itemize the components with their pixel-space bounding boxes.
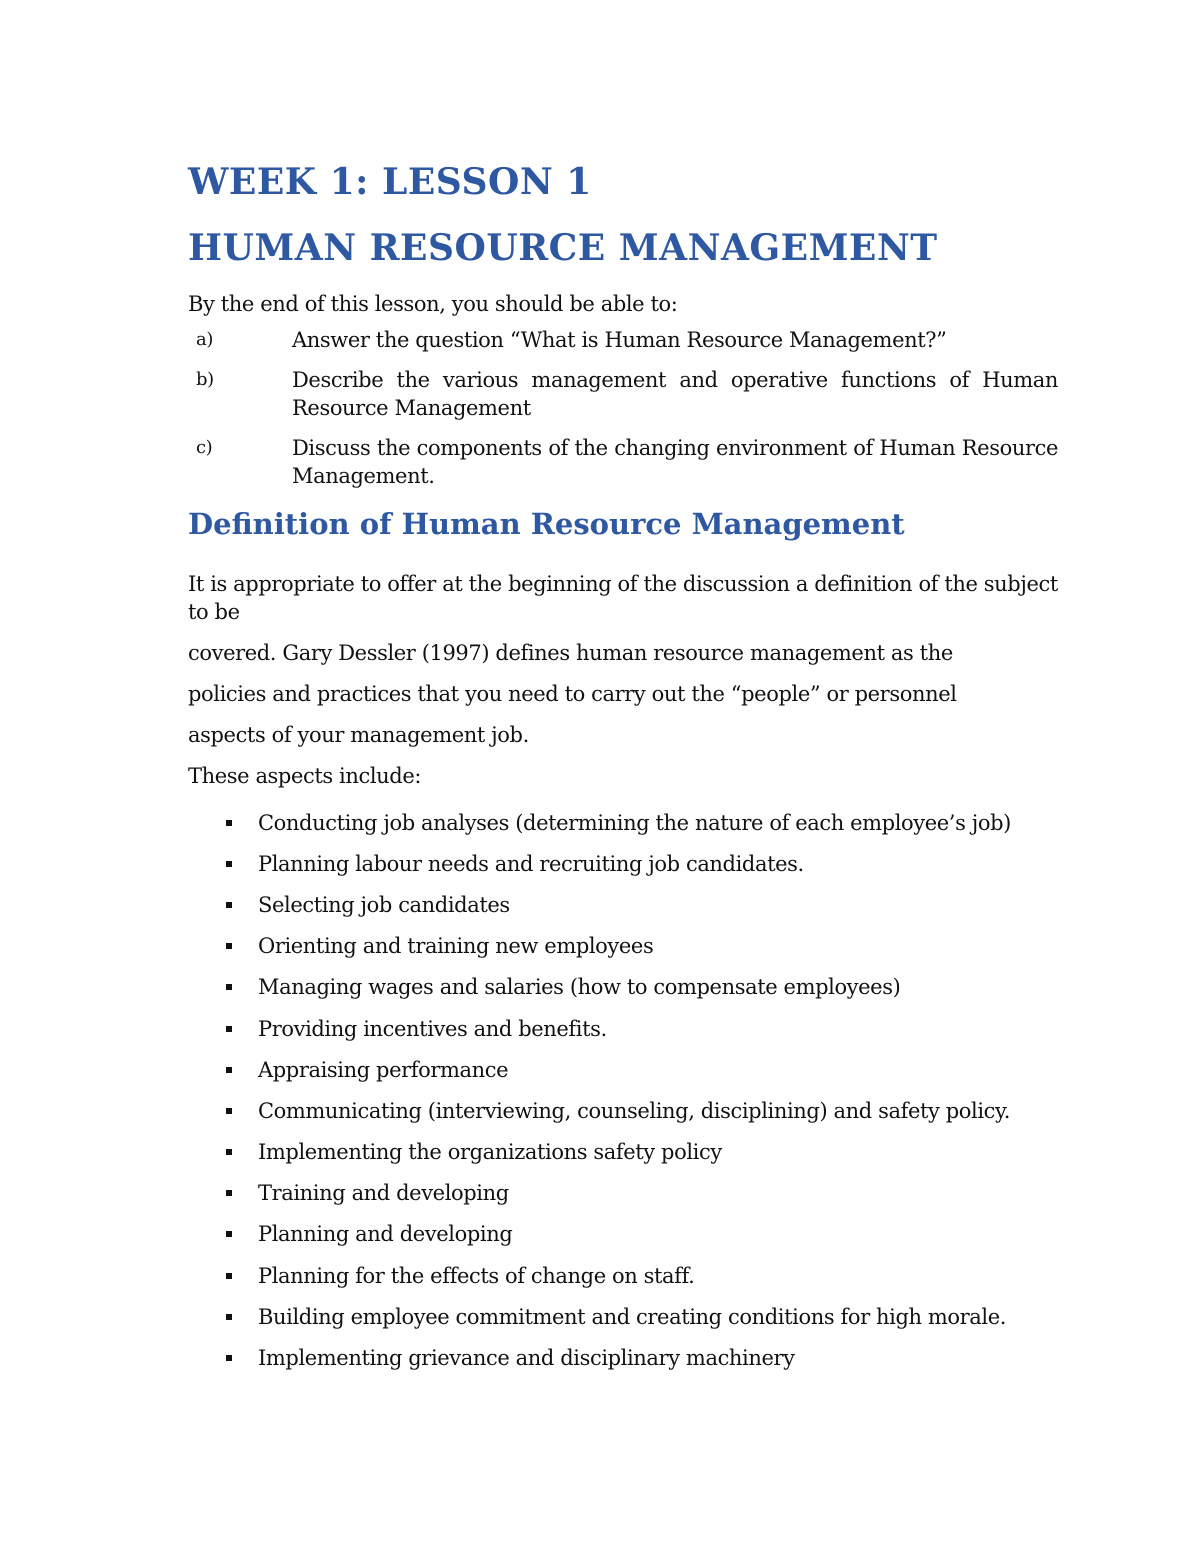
aspect-text: Planning and developing <box>258 1222 513 1247</box>
objectives-list <box>188 326 1058 490</box>
aspect-text: Planning for the effects of change on staff. <box>258 1263 695 1288</box>
square-bullet-icon <box>188 1303 258 1331</box>
square-bullet-icon <box>188 850 258 878</box>
objective-letter: a) <box>196 329 213 350</box>
aspect-item <box>188 1296 1058 1337</box>
aspect-text: Implementing grievance and disciplinary machinery <box>258 1346 795 1371</box>
aspect-text: Communicating (interviewing, counseling, disciplining) and safety policy. <box>258 1098 1010 1123</box>
aspect-item <box>188 884 1058 925</box>
aspect-item <box>188 843 1058 884</box>
square-bullet-icon <box>188 1220 258 1248</box>
definition-paragraph: It is appropriate to offer at the beginning of the discussion a definition of the subject to be <box>188 572 1058 624</box>
objective-item <box>188 434 1058 490</box>
square-bullet-icon <box>188 932 258 960</box>
square-bullet-icon <box>188 1056 258 1084</box>
aspect-text: Selecting job candidates <box>258 892 510 917</box>
definition-line: policies and practices that you need to carry out the “people” or personnel <box>188 682 957 706</box>
aspects-intro: These aspects include: <box>188 764 422 788</box>
objective-item <box>188 366 1058 422</box>
objective-item <box>188 326 1058 354</box>
aspect-item <box>188 967 1058 1008</box>
lesson-heading: WEEK 1: LESSON 1 <box>188 161 592 203</box>
aspect-item <box>188 1132 1058 1173</box>
aspect-item <box>188 1214 1058 1255</box>
objective-text: Answer the question “What is Human Resource Management?” <box>292 328 947 352</box>
square-bullet-icon <box>188 1097 258 1125</box>
aspect-text: Conducting job analyses (determining the nature of each employee’s job) <box>258 810 1011 835</box>
square-bullet-icon <box>188 1138 258 1166</box>
objective-text: Discuss the components of the changing environment of Human Resource Management. <box>292 436 1058 488</box>
aspects-list <box>188 802 1058 1379</box>
aspect-text: Appraising performance <box>258 1057 509 1082</box>
aspect-item <box>188 1255 1058 1296</box>
aspect-item <box>188 1173 1058 1214</box>
objective-text: Describe the various management and operative functions of Human Resource Management <box>292 368 1058 420</box>
aspect-text: Providing incentives and benefits. <box>258 1016 607 1041</box>
square-bullet-icon <box>188 1179 258 1207</box>
aspect-text: Training and developing <box>258 1181 509 1206</box>
document-page <box>188 150 1058 1379</box>
aspect-item <box>188 802 1058 843</box>
aspect-item <box>188 1008 1058 1049</box>
document-title: HUMAN RESOURCE MANAGEMENT <box>188 227 938 269</box>
objective-letter: b) <box>196 369 214 390</box>
aspect-text: Planning labour needs and recruiting job candidates. <box>258 851 804 876</box>
aspect-text: Orienting and training new employees <box>258 934 654 959</box>
square-bullet-icon <box>188 1262 258 1290</box>
objectives-intro: By the end of this lesson, you should be able to: <box>188 292 678 316</box>
square-bullet-icon <box>188 1015 258 1043</box>
objective-letter: c) <box>196 437 213 458</box>
definition-line: aspects of your management job. <box>188 723 529 747</box>
aspect-item <box>188 1049 1058 1090</box>
square-bullet-icon <box>188 1344 258 1372</box>
aspect-item <box>188 1090 1058 1131</box>
aspect-text: Managing wages and salaries (how to compensate employees) <box>258 975 901 1000</box>
square-bullet-icon <box>188 973 258 1001</box>
aspect-item <box>188 1337 1058 1378</box>
square-bullet-icon <box>188 809 258 837</box>
aspect-text: Building employee commitment and creating conditions for high morale. <box>258 1304 1007 1329</box>
definition-line: covered. Gary Dessler (1997) defines human resource management as the <box>188 641 953 665</box>
aspect-item <box>188 926 1058 967</box>
aspect-text: Implementing the organizations safety policy <box>258 1140 722 1165</box>
square-bullet-icon <box>188 891 258 919</box>
definition-heading: Definition of Human Resource Management <box>188 507 905 541</box>
